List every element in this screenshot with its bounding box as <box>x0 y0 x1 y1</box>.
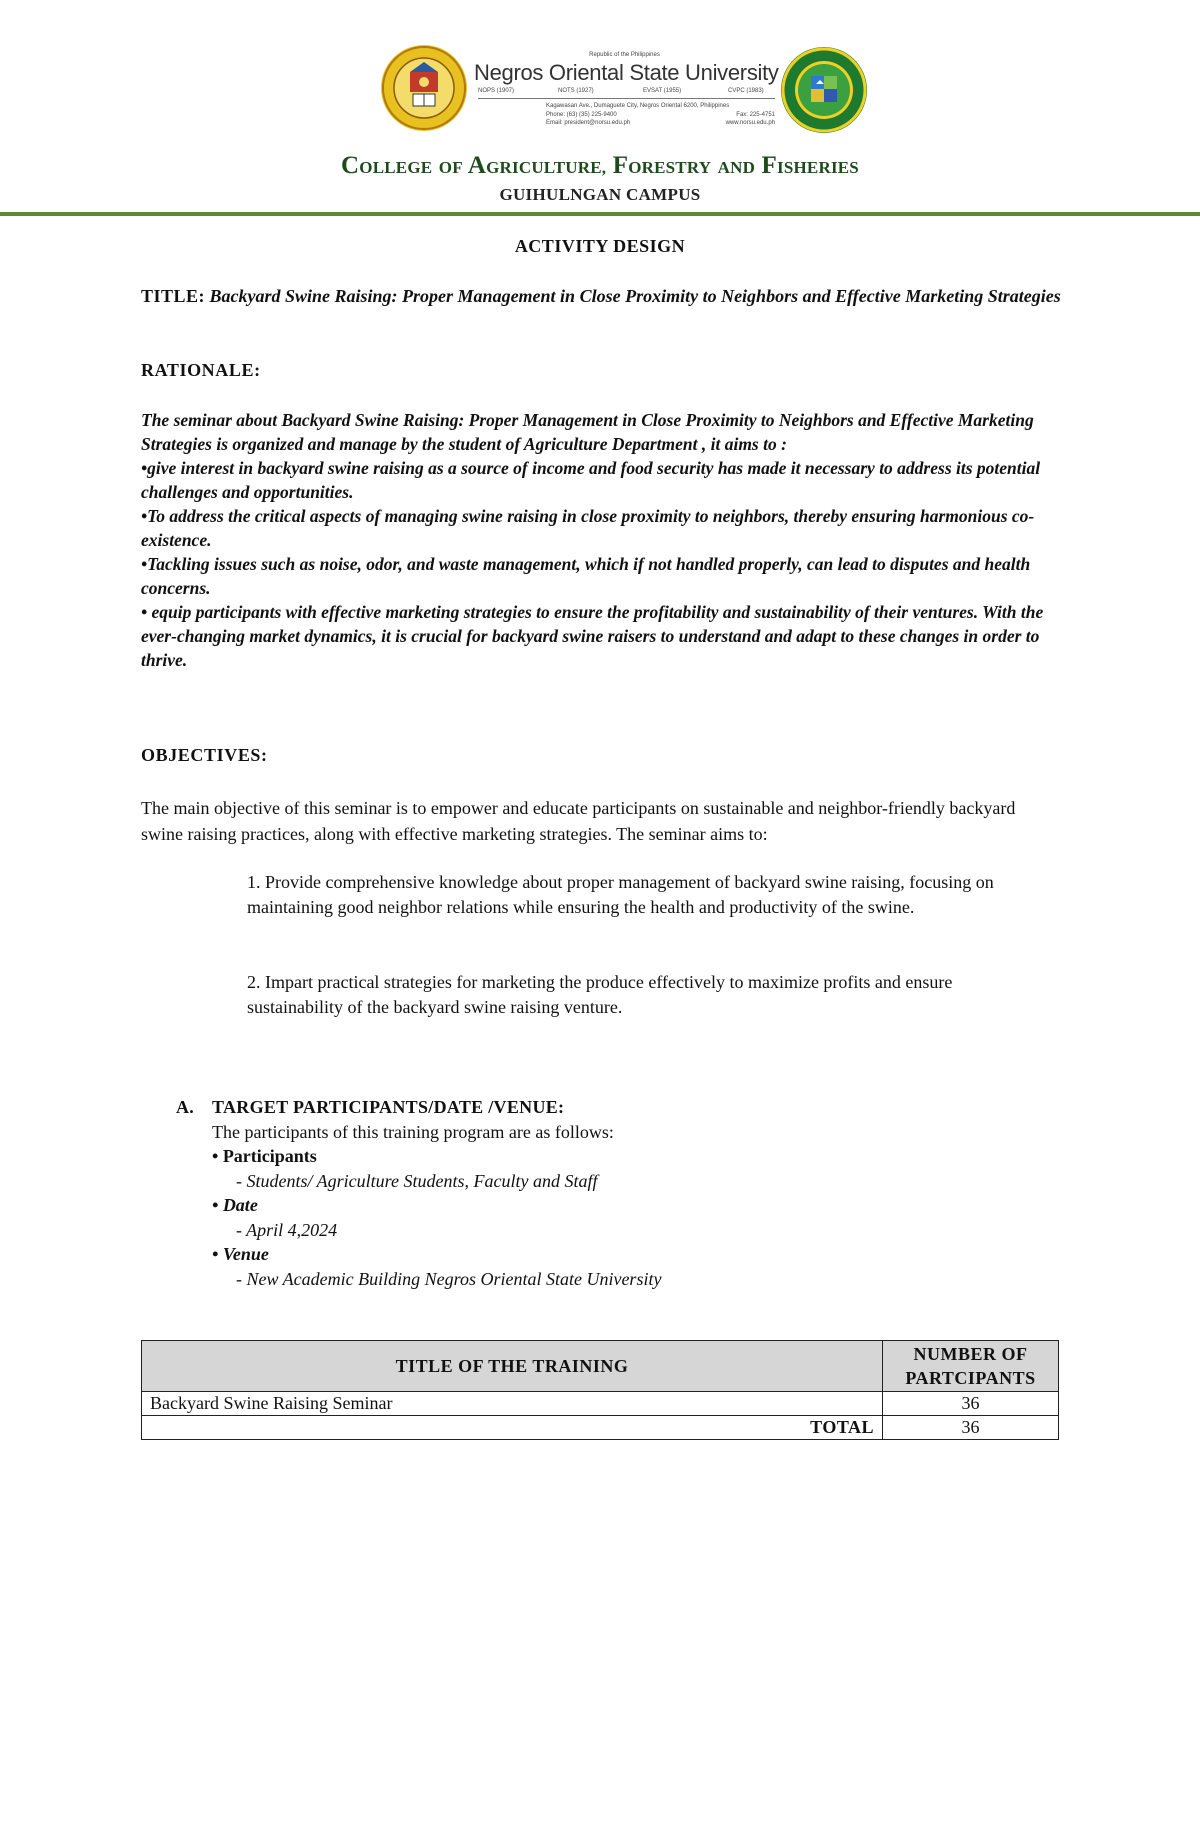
history-item: NOPS (1907) <box>478 88 515 94</box>
target-participants-section <box>176 1095 1056 1291</box>
rationale-label: RATIONALE: <box>141 360 261 380</box>
college-word: ISHERIES <box>777 158 859 177</box>
rationale-bullet: • equip participants with effective marketing strategies to ensure the profitability and sustainability of their ventures. With the ever-changing market dynamics, it is crucial for backyard swine raisers to understand and adapt to these changes in order to thrive. <box>141 602 1044 670</box>
total-value: 36 <box>883 1416 1059 1440</box>
objective-item: 2. Impart practical strategies for marketing the produce effectively to maximize profits and ensure sustainability of the backyard swine raising venture. <box>247 972 953 1017</box>
table-header: TITLE OF THE TRAINING <box>142 1341 883 1392</box>
training-table <box>141 1340 1059 1440</box>
history-item: CVPC (1983) <box>728 88 764 94</box>
college-word: OF <box>438 158 463 177</box>
campus-name: GUIHULNGAN CAMPUS <box>499 185 701 204</box>
email-text: Email: president@norsu.edu.ph <box>546 120 631 126</box>
section-a-title: TARGET PARTICIPANTS/DATE /VENUE: <box>212 1097 565 1117</box>
participants-value: - Students/ Agriculture Students, Faculty and Staff <box>236 1170 598 1191</box>
address-text: Kagawasan Ave., Dumaguete City, Negros Oriental 6200, Philippines <box>546 103 730 109</box>
section-a-heading <box>176 1095 1056 1120</box>
republic-text: Republic of the Philippines <box>589 52 660 58</box>
title-text: Backyard Swine Raising: Proper Management in Close Proximity to Neighbors and Effective Marketing Strategies <box>209 286 1061 306</box>
rationale-bullet: •Tackling issues such as noise, odor, and waste management, which if not handled properly, can lead to disputes and health concerns. <box>141 554 1031 598</box>
college-word: F <box>612 152 629 179</box>
university-name: Negros Oriental State University <box>474 60 779 85</box>
rationale-bullet: •To address the critical aspects of managing swine raising in close proximity to neighbors, thereby ensuring harmonious co-existence. <box>141 506 1035 550</box>
participants-label: • Participants <box>212 1146 317 1166</box>
objective-item: 1. Provide comprehensive knowledge about proper management of backyard swine raising, focusing on maintaining good neighbor relations while ensuring the health and productivity of the swine. <box>247 872 994 917</box>
total-label: TOTAL <box>142 1416 883 1440</box>
table-total-row <box>142 1416 1059 1440</box>
document-heading: ACTIVITY DESIGN <box>514 236 686 256</box>
college-word: F <box>761 152 778 179</box>
website-text: www.norsu.edu.ph <box>725 120 775 126</box>
norsu-seal-logo <box>380 44 468 132</box>
section-letter: A. <box>176 1097 195 1117</box>
contact-right <box>726 102 775 128</box>
letterhead-rule <box>478 98 775 99</box>
section-a-intro: The participants of this training program are as follows: <box>212 1121 614 1142</box>
college-word: AND <box>717 158 756 177</box>
date-label: • Date <box>212 1195 258 1215</box>
title-block <box>141 284 1061 309</box>
college-word: C <box>341 152 360 179</box>
history-item: EVSAT (1955) <box>643 88 682 94</box>
university-block <box>472 44 777 136</box>
college-word: OLLEGE <box>359 158 433 177</box>
college-word: GRICULTURE, <box>486 158 607 177</box>
rationale-body <box>141 408 1061 672</box>
venue-label: • Venue <box>212 1244 269 1264</box>
college-word: ORESTRY <box>628 158 712 177</box>
table-cell: 36 <box>883 1392 1059 1416</box>
date-label-text: Date <box>222 1195 258 1215</box>
phone-text: Phone: (63) (35) 225-9400 <box>546 111 617 118</box>
venue-label-text: Venue <box>222 1244 269 1264</box>
fax-text: Fax: 225-4751 <box>736 111 775 118</box>
rationale-paragraph: The seminar about Backyard Swine Raising: Proper Management in Close Proximity to Neighbors and Effective Marketing Strategies is organized and manage by the student of Agriculture Department , it aims to : <box>141 410 1034 454</box>
date-value: - April 4,2024 <box>236 1219 338 1240</box>
objectives-label: OBJECTIVES: <box>141 745 268 765</box>
history-line <box>478 88 777 98</box>
history-item: NOTS (1927) <box>558 88 594 94</box>
contact-left <box>546 102 729 128</box>
table-cell: Backyard Swine Raising Seminar <box>142 1392 883 1416</box>
header-divider <box>0 212 1200 216</box>
title-label: TITLE: <box>141 286 206 306</box>
letterhead <box>380 44 870 136</box>
table-header: NUMBER OF PARTCIPANTS <box>883 1341 1059 1392</box>
table-header-row <box>142 1341 1059 1392</box>
college-name <box>0 152 1200 180</box>
participants-label-text: Participants <box>222 1146 317 1166</box>
objectives-intro: The main objective of this seminar is to empower and educate participants on sustainable and neighbor-friendly backyard swine raising practices, along with effective marketing strategies. The seminar aims to: <box>141 798 1016 844</box>
table-row <box>142 1392 1059 1416</box>
cafe-seal-logo <box>780 46 868 134</box>
college-word: A <box>467 152 487 179</box>
venue-value: - New Academic Building Negros Oriental State University <box>236 1268 662 1289</box>
rationale-bullet: •give interest in backyard swine raising as a source of income and food security has made it necessary to address its potential challenges and opportunities. <box>141 458 1041 502</box>
